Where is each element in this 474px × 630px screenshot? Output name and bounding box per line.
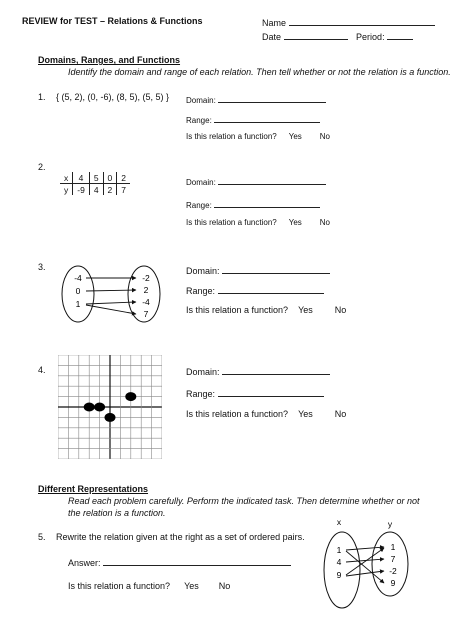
p3-function-question (186, 305, 346, 315)
table-x-cell: 2 (117, 172, 130, 184)
table-y-cell: 4 (89, 184, 103, 196)
p2-function-question (186, 218, 330, 227)
problem-1-relation: { (5, 2), (0, -6), (8, 5), (5, 5) } (56, 92, 170, 102)
range-value: 2 (143, 285, 149, 295)
no-option[interactable]: No (334, 409, 347, 419)
name-blank[interactable] (289, 16, 435, 26)
problem-5-mapping-diagram (312, 514, 418, 618)
no-option[interactable]: No (319, 218, 331, 227)
domain-value: 4 (336, 557, 342, 567)
section-instructions-line1: Read each problem carefully. Perform the indicated task. Then determine whether or not (68, 496, 420, 506)
plotted-point (125, 392, 136, 401)
p5-function-question (68, 581, 230, 591)
table-y-cell: 7 (117, 184, 130, 196)
range-value: -4 (142, 297, 150, 307)
section-heading-domains: Domains, Ranges, and Functions (38, 55, 181, 65)
range-value: 7 (143, 309, 149, 319)
range-value: -2 (389, 566, 397, 576)
function-question-label: Is this relation a function? (186, 409, 289, 419)
period-label: Period: (356, 32, 385, 42)
date-period-field[interactable] (262, 30, 413, 42)
problem-3-mapping-diagram (58, 262, 170, 328)
mapping-arrow (346, 571, 384, 576)
plotted-point (94, 403, 105, 412)
p1-range[interactable] (186, 113, 320, 125)
mapping-arrow (346, 547, 384, 550)
date-label: Date (262, 32, 282, 42)
section-instructions-line2: the relation is a function. (68, 508, 166, 518)
mapping-arrow (346, 551, 384, 583)
table-y-cell: -9 (73, 184, 90, 196)
p3-domain-blank[interactable] (222, 264, 330, 274)
no-option[interactable]: No (334, 305, 347, 315)
problem-3-number: 3. (38, 262, 46, 272)
no-option[interactable]: No (218, 581, 231, 591)
mapping-arrow (86, 305, 136, 314)
domain-value: 1 (336, 545, 342, 555)
p2-domain-blank[interactable] (218, 175, 326, 185)
p3-range-blank[interactable] (218, 284, 324, 294)
domain-label: Domain: (186, 178, 216, 187)
p4-domain[interactable] (186, 365, 330, 377)
yes-option[interactable]: Yes (184, 581, 199, 591)
range-value: 1 (390, 542, 396, 552)
p3-range[interactable] (186, 284, 324, 296)
problem-2-table (60, 172, 130, 195)
table-x-cell: 0 (103, 172, 117, 184)
p5-answer[interactable] (68, 556, 291, 568)
table-x-header: x (60, 172, 73, 184)
range-label: Range: (186, 389, 216, 399)
p4-range[interactable] (186, 387, 324, 399)
p1-domain[interactable] (186, 93, 326, 105)
yes-option[interactable]: Yes (298, 305, 313, 315)
domain-label: Domain: (186, 367, 220, 377)
range-value: 7 (390, 554, 396, 564)
table-x-cell: 4 (73, 172, 90, 184)
p5-answer-blank[interactable] (103, 556, 291, 566)
domain-label: Domain: (186, 96, 216, 105)
plotted-point (105, 413, 116, 422)
table-x-cell: 5 (89, 172, 103, 184)
range-label: Range: (186, 201, 212, 210)
yes-option[interactable]: Yes (288, 132, 302, 141)
p3-domain[interactable] (186, 264, 330, 276)
domain-oval (324, 532, 360, 608)
p4-function-question (186, 409, 346, 419)
date-blank[interactable] (284, 30, 348, 40)
problem-4-number: 4. (38, 365, 46, 375)
range-value: 9 (390, 578, 396, 588)
p4-domain-blank[interactable] (222, 365, 330, 375)
p2-range[interactable] (186, 198, 320, 210)
no-option[interactable]: No (319, 132, 331, 141)
problem-5-number: 5. (38, 532, 46, 542)
domain-value: 1 (75, 299, 81, 309)
yes-option[interactable]: Yes (298, 409, 313, 419)
function-question-label: Is this relation a function? (186, 218, 277, 227)
p2-range-blank[interactable] (214, 198, 320, 208)
p2-domain[interactable] (186, 175, 326, 187)
yes-option[interactable]: Yes (288, 218, 302, 227)
function-question-label: Is this relation a function? (68, 581, 171, 591)
period-blank[interactable] (387, 30, 413, 40)
x-column-label: x (336, 517, 342, 527)
problem-1-number: 1. (38, 92, 46, 102)
domain-value: -4 (74, 273, 82, 283)
domain-label: Domain: (186, 266, 220, 276)
table-y-cell: 2 (103, 184, 117, 196)
domain-value: 9 (336, 570, 342, 580)
range-label: Range: (186, 116, 212, 125)
table-y-header: y (64, 184, 69, 195)
answer-label: Answer: (68, 558, 101, 568)
problem-2-number: 2. (38, 162, 46, 172)
name-label: Name (262, 18, 287, 28)
plotted-point (84, 403, 95, 412)
worksheet-title: REVIEW for TEST – Relations & Functions (22, 16, 203, 26)
y-column-label: y (387, 519, 393, 529)
function-question-label: Is this relation a function? (186, 305, 289, 315)
section-instructions-domains: Identify the domain and range of each relation. Then tell whether or not the relation is a function. (68, 67, 451, 77)
function-question-label: Is this relation a function? (186, 132, 277, 141)
name-field[interactable] (262, 16, 435, 28)
p1-domain-blank[interactable] (218, 93, 326, 103)
problem-5-text: Rewrite the relation given at the right as a set of ordered pairs. (56, 532, 305, 542)
domain-value: 0 (75, 286, 81, 296)
section-heading-representations: Different Representations (38, 484, 149, 494)
p1-range-blank[interactable] (214, 113, 320, 123)
problem-4-coordinate-grid (58, 355, 162, 459)
range-label: Range: (186, 286, 216, 296)
p4-range-blank[interactable] (218, 387, 324, 397)
p1-function-question (186, 132, 330, 141)
range-value: -2 (142, 273, 150, 283)
